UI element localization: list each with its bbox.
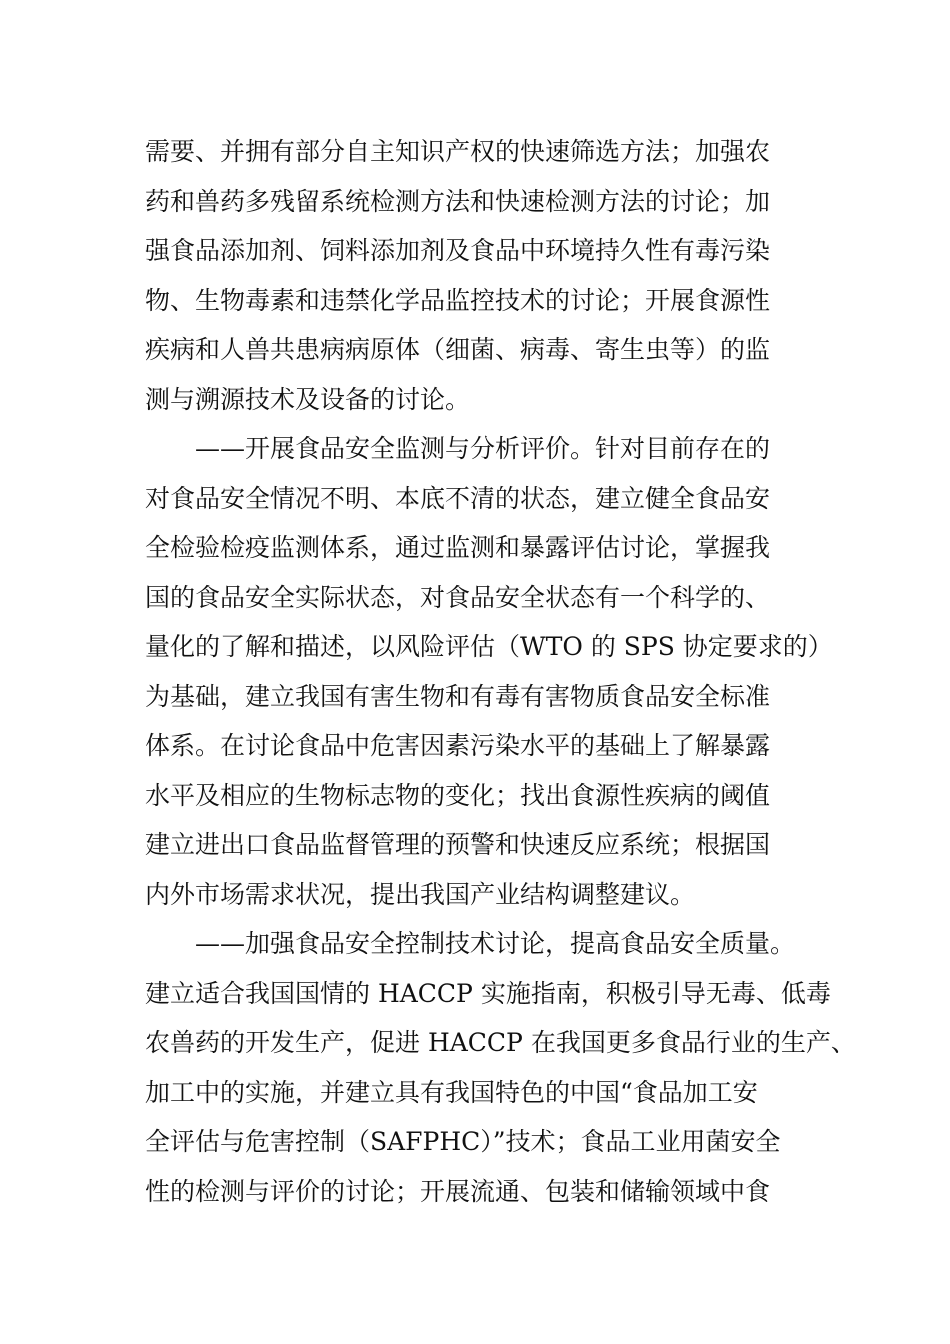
text-line: 疾病和人兽共患病病原体（细菌、病毒、寄生虫等）的监 xyxy=(145,335,771,364)
text-line: 为基础，建立我国有害生物和有毒有害物质食品安全标准 xyxy=(145,681,771,711)
text-line: 内外市场需求状况，提出我国产业结构调整建议。 xyxy=(145,879,696,909)
text-line: 测与溯源技术及设备的讨论。 xyxy=(145,384,471,414)
paragraph-start-line: ——开展食品安全监测与分析评价。针对目前存在的 xyxy=(145,434,771,463)
text-line: 物、生物毒素和违禁化学品监控技术的讨论；开展食源性 xyxy=(145,285,771,315)
text-line: 强食品添加剂、饲料添加剂及食品中环境持久性有毒污染 xyxy=(145,236,771,265)
text-line: 性的检测与评价的讨论；开展流通、包装和储输领域中食 xyxy=(145,1176,771,1206)
text-line: 国的食品安全实际状态，对食品安全状态有一个科学的、 xyxy=(145,582,771,612)
text-line: 对食品安全情况不明、本底不清的状态，建立健全食品安 xyxy=(145,483,771,513)
text-line: 体系。在讨论食品中危害因素污染水平的基础上了解暴露 xyxy=(145,731,771,760)
text-line: 水平及相应的生物标志物的变化；找出食源性疾病的阈值 xyxy=(145,780,771,810)
text-line: 量化的了解和描述，以风险评估（WTO 的 SPS 协定要求的） xyxy=(145,632,833,661)
text-line: 加工中的实施，并建立具有我国特色的中国“食品加工安 xyxy=(145,1077,758,1107)
document-body xyxy=(145,127,856,1216)
text-line: 全评估与危害控制（SAFPHC）”技术；食品工业用菌安全 xyxy=(145,1127,781,1156)
text-line: 药和兽药多残留系统检测方法和快速检测方法的讨论；加 xyxy=(145,186,771,216)
paragraph-start-line: ——加强食品安全控制技术讨论，提高食品安全质量。 xyxy=(145,929,796,958)
text-line: 农兽药的开发生产，促进 HACCP 在我国更多食品行业的生产、 xyxy=(145,1028,856,1057)
text-line: 建立适合我国国情的 HACCP 实施指南，积极引导无毒、低毒 xyxy=(145,978,831,1008)
text-line: 全检验检疫监测体系，通过监测和暴露评估讨论，掌握我 xyxy=(145,533,771,562)
text-line: 需要、并拥有部分自主知识产权的快速筛选方法；加强农 xyxy=(145,137,771,166)
text-line: 建立进出口食品监督管理的预警和快速反应系统；根据国 xyxy=(145,830,771,859)
